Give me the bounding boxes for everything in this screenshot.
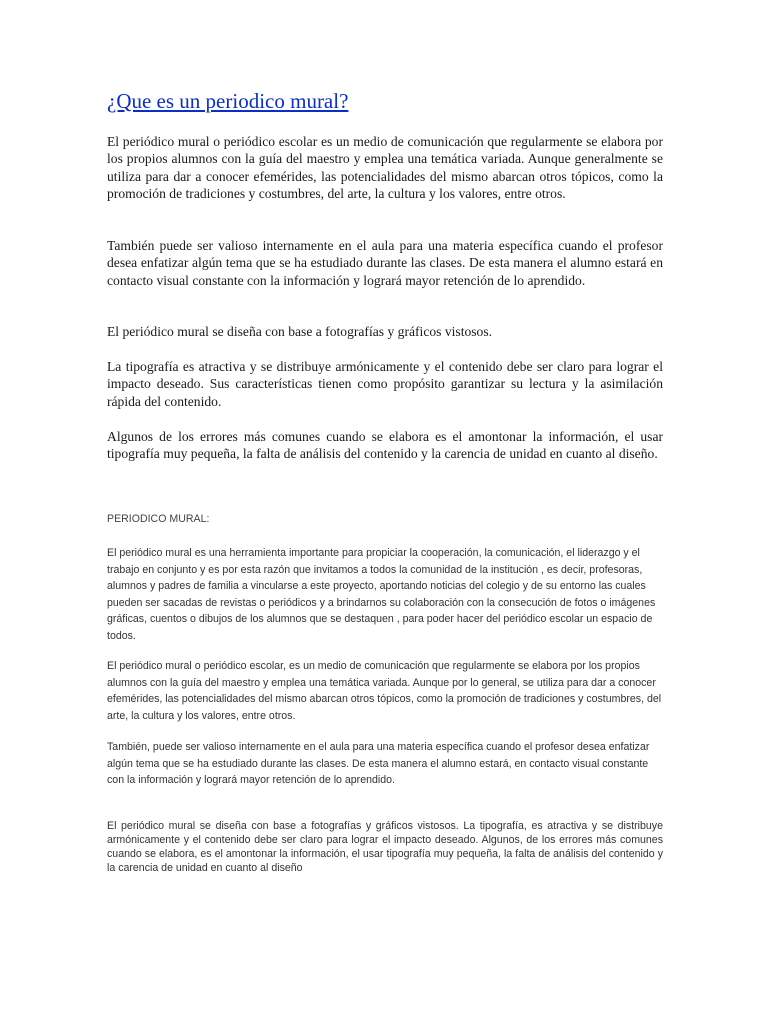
paragraph-common-errors: Algunos de los errores más comunes cuando se elabora es el amontonar la información, el usar tipografía muy pequeña, la falta de análisis del contenido y la carencia de unidad en cuanto al diseño.	[107, 429, 663, 462]
paragraph-typography: La tipografía es atractiva y se distribuye armónicamente y el contenido debe ser claro para lograr el impacto deseado. Sus características tienen como propósito garantizar su lectura y la asimilación rápida del contenido.	[107, 359, 663, 409]
section-heading: PERIODICO MURAL:	[107, 513, 210, 525]
page-title: ¿Que es un periodico mural?	[107, 89, 349, 113]
section-paragraph-classroom-use: También, puede ser valioso internamente en el aula para una materia específica cuando el profesor desea enfatizar algún tema que se ha estudiado durante las clases. De esta manera el alumno estará, en contacto visual constante con la información y logrará mayor retención de lo aprendido.	[107, 741, 650, 787]
paragraph-classroom-use: También puede ser valioso internamente en el aula para una materia específica cuando el profesor desea enfatizar algún tema que se ha estudiado durante las clases. De esta manera el alumno estará en contacto visual constante con la información y logrará mayor retención de lo aprendido.	[107, 238, 663, 288]
paragraph-design: El periódico mural se diseña con base a fotografías y gráficos vistosos.	[107, 324, 493, 339]
section-paragraph-tool: El periódico mural es una herramienta importante para propiciar la cooperación, la comunicación, el liderazgo y el trabajo en conjunto y es por esta razón que invitamos a todos la comunidad de la institución , es decir, profesoras, alumnos y padres de familia a vincularse a este proyecto, aportando noticias del colegio y de su entorno las cuales pueden ser sacadas de revistas o periódicos y a brindarnos su colaboración con la consecución de fotos o imágenes gráficas, cuentos o dibujos de los alumnos que se destaquen , para poder hacer del periódico escolar un espacio de todos.	[107, 547, 656, 642]
section-paragraph-design: El periódico mural se diseña con base a fotografías y gráficos vistosos. La tipografía, es atractiva y se distribuye armónicamente y el contenido debe ser claro para lograr el impacto deseado. Algunos, de los errores más comunes cuando se elabora, es el amontonar la información, el usar tipografía muy pequeña, la falta de análisis del contenido y la carencia de unidad en cuanto al diseño	[107, 820, 663, 874]
section-paragraph-definition: El periódico mural o periódico escolar, es un medio de comunicación que regularmente se elabora por los propios alumnos con la guía del maestro y emplea una temática variada. Aunque por lo general, se utiliza para dar a conocer efemérides, las potencialidades del mismo abarcan otros tópicos, como la promoción de tradiciones y costumbres, del arte, la cultura y los valores, entre otros.	[107, 660, 662, 722]
paragraph-definition: El periódico mural o periódico escolar es un medio de comunicación que regularmente se elabora por los propios alumnos con la guía del maestro y emplea una temática variada. Aunque generalmente se utiliza para dar a conocer efemérides, las potencialidades del mismo abarcan otros tópicos, como la promoción de tradiciones y costumbres, del arte, la cultura y los valores, entre otros.	[107, 134, 663, 202]
